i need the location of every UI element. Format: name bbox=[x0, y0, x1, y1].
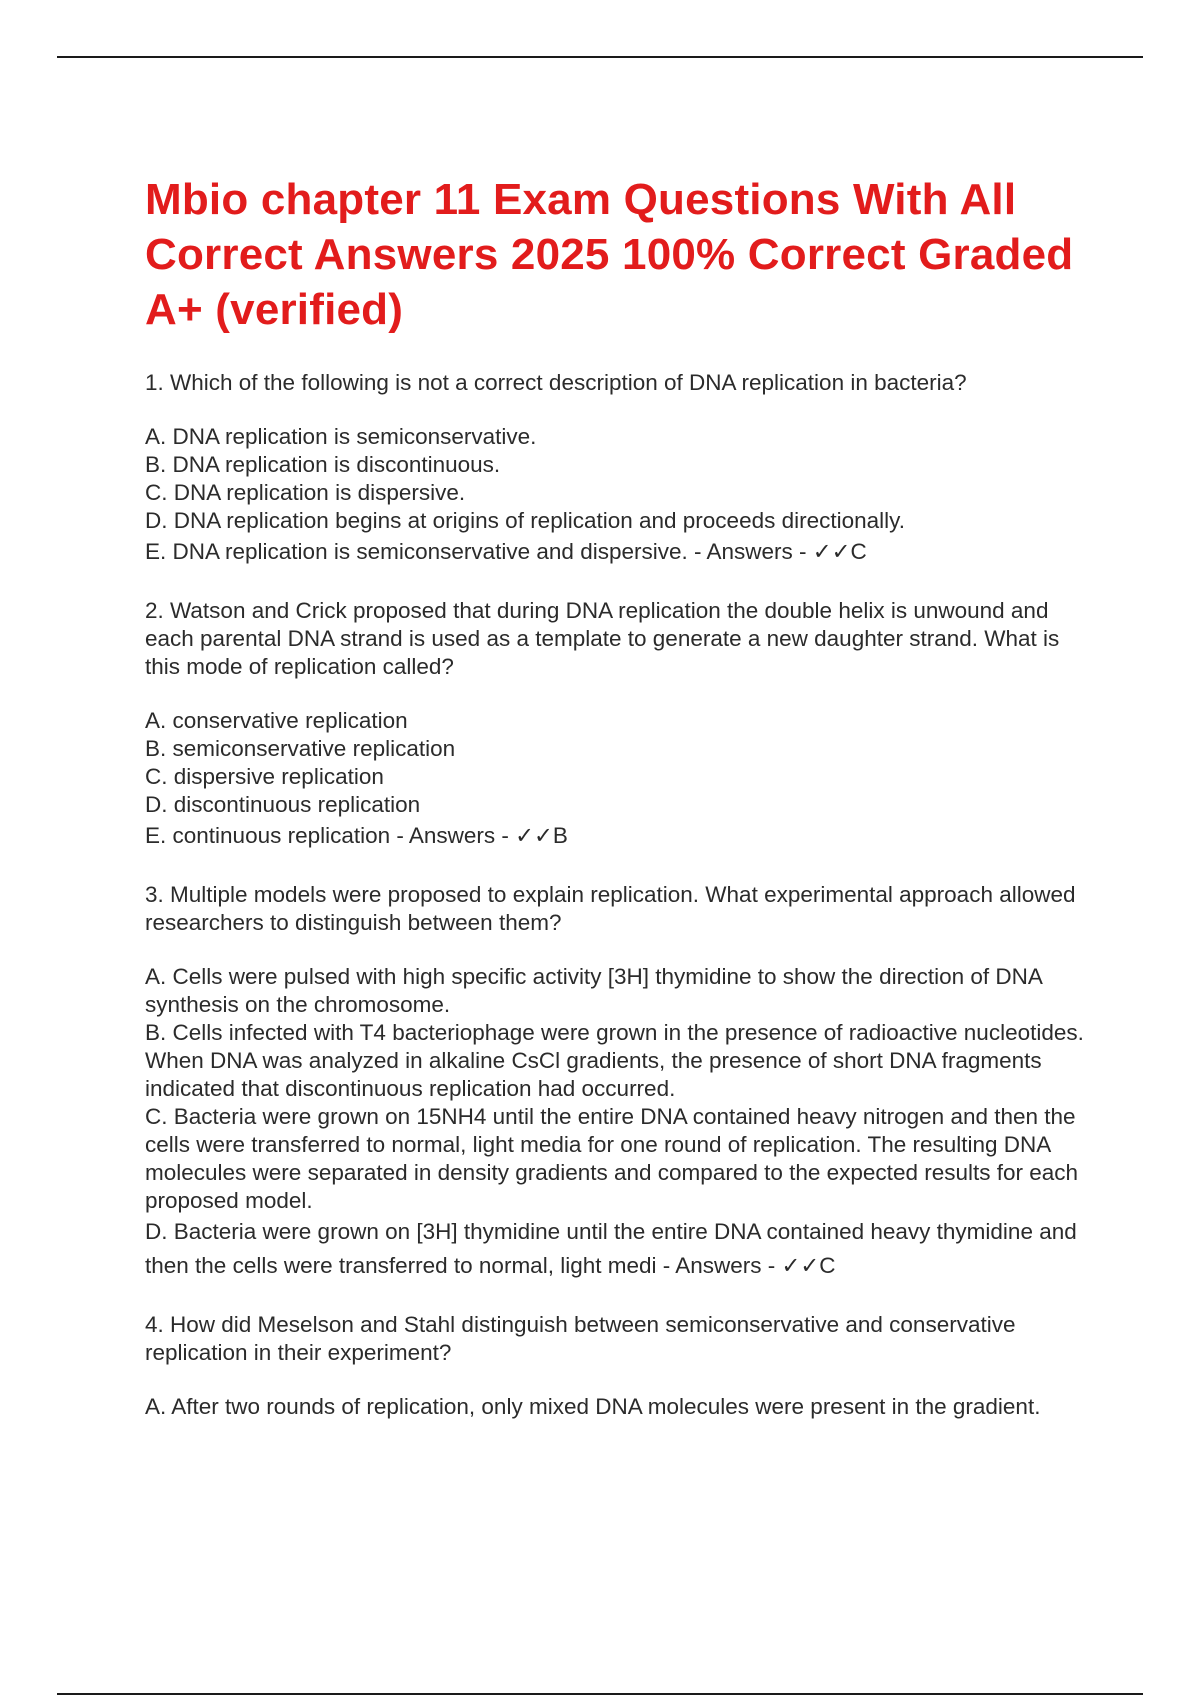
answer-option: C. DNA replication is dispersive. bbox=[145, 480, 466, 505]
answer-option: A. conservative replication bbox=[145, 708, 408, 733]
answer-option: D. Bacteria were grown on [3H] thymidine until the entire DNA contained heavy thymidine and then the cells were transferred to normal, light medi - Answers - ✓✓C bbox=[145, 1219, 1077, 1278]
answer-option: C. Bacteria were grown on 15NH4 until the entire DNA contained heavy nitrogen and then the cells were transferred to normal, light media for one round of replication. The resulting DNA molecules were separated in density gradients and compared to the expected results for each proposed model. bbox=[145, 1104, 1079, 1213]
question-text: 2. Watson and Crick proposed that during DNA replication the double helix is unwound and each parental DNA strand is used as a template to generate a new daughter strand. What is this mode of replication called? bbox=[145, 598, 1060, 679]
answer-option: A. After two rounds of replication, only mixed DNA molecules were present in the gradient. bbox=[145, 1394, 1041, 1419]
answer-option: A. DNA replication is semiconservative. bbox=[145, 424, 537, 449]
question-text: 3. Multiple models were proposed to explain replication. What experimental approach allowed researchers to distinguish between them? bbox=[145, 882, 1076, 935]
answer-option: A. Cells were pulsed with high specific activity [3H] thymidine to show the direction of DNA synthesis on the chromosome. bbox=[145, 964, 1042, 1017]
answer-option: D. DNA replication begins at origins of replication and proceeds directionally. bbox=[145, 508, 905, 533]
question-1 bbox=[145, 369, 1095, 569]
answer-option: B. semiconservative replication bbox=[145, 736, 456, 761]
answer-option: D. discontinuous replication bbox=[145, 792, 421, 817]
bottom-rule bbox=[57, 1693, 1143, 1695]
question-3 bbox=[145, 881, 1095, 1283]
question-text: 1. Which of the following is not a correct description of DNA replication in bacteria? bbox=[145, 370, 967, 395]
answer-option: E. DNA replication is semiconservative and dispersive. - Answers - ✓✓C bbox=[145, 539, 867, 564]
top-rule bbox=[57, 56, 1143, 58]
answer-option: B. Cells infected with T4 bacteriophage were grown in the presence of radioactive nucleotides. When DNA was analyzed in alkaline CsCl gradients, the presence of short DNA fragments indicated that discontinuous replication had occurred. bbox=[145, 1020, 1084, 1101]
question-4 bbox=[145, 1311, 1095, 1421]
document-body bbox=[145, 172, 1095, 1449]
question-2 bbox=[145, 597, 1095, 853]
question-text: 4. How did Meselson and Stahl distinguish between semiconservative and conservative replication in their experiment? bbox=[145, 1312, 1016, 1365]
answer-option: C. dispersive replication bbox=[145, 764, 384, 789]
document-title: Mbio chapter 11 Exam Questions With All Correct Answers 2025 100% Correct Graded A+ (verified) bbox=[145, 175, 1074, 334]
answer-option: B. DNA replication is discontinuous. bbox=[145, 452, 501, 477]
answer-option: E. continuous replication - Answers - ✓✓B bbox=[145, 823, 568, 848]
